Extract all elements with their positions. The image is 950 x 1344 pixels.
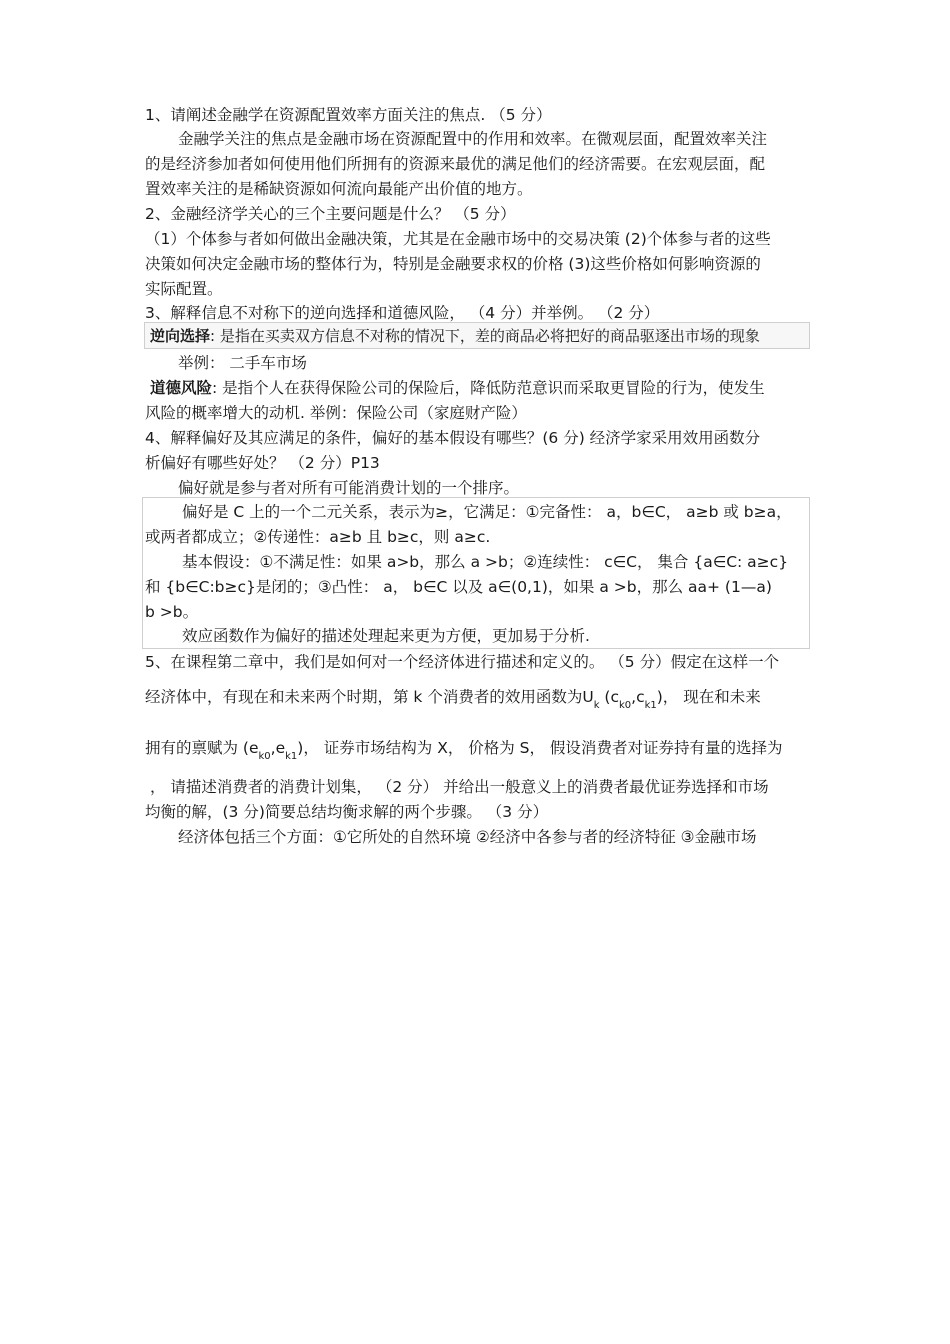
answer-2-line-1: （1）个体参与者如何做出金融决策，尤其是在金融市场中的交易决策 (2)个体参与者的这些 [145,230,771,248]
adverse-selection-line [150,325,815,347]
q5-line3-post: )， 证券市场结构为 X， 价格为 S， 假设消费者对证券持有量的选择为 [297,739,783,757]
q5-line2-post: )， 现在和未来 [656,688,761,706]
preference-line-2: 或两者都成立；②传递性：a≥b 且 b≥c，则 a≥c. [145,528,491,546]
question-5-line-2 [145,686,810,711]
q5-sub-k: k [593,700,600,711]
answer-1-line-3: 置效率关注的是稀缺资源如何流向最能产出价值的地方。 [145,180,533,198]
question-3: 3、解释信息不对称下的逆向选择和道德风险， （4 分）并举例。 （2 分） [145,304,660,322]
question-5-line-1: 5、在课程第二章中，我们是如何对一个经济体进行描述和定义的。 （5 分）假定在这样一个 [145,653,780,671]
preference-line-3: 基本假设：①不满足性：如果 a>b，那么 a >b；②连续性： c∈C， 集合 {a∈C: a≥c} [182,553,789,571]
q5-c-open: (c [599,688,619,706]
q5-sub-k1: k1 [644,700,657,711]
answer-2-line-2: 决策如何决定金融市场的整体行为，特别是金融要求权的价格 (3)这些价格如何影响资源的 [145,255,761,273]
adverse-selection-term: 逆向选择 [150,327,211,345]
preference-line-6: 效应函数作为偏好的描述处理起来更为方便，更加易于分析. [182,627,590,645]
q5-line2-text: 经济体中，有现在和未来两个时期，第 k 个消费者的效用函数为U [145,688,594,706]
preference-line-5: b >b。 [145,603,199,621]
question-2: 2、金融经济学关心的三个主要问题是什么？ （5 分） [145,205,516,223]
moral-hazard-line-2: 风险的概率增大的动机. 举例：保险公司（家庭财产险） [145,404,527,422]
answer-2-line-3: 实际配置。 [145,280,223,298]
question-4-line-1: 4、解释偏好及其应满足的条件，偏好的基本假设有哪些？(6 分) 经济学家采用效用函数分 [145,429,761,447]
q5-sub-e-k0: k0 [258,751,271,762]
answer-4-intro: 偏好就是参与者对所有可能消费计划的一个排序。 [178,479,520,497]
q5-sub-k0: k0 [618,700,632,711]
q5-line3-text: 拥有的禀赋为 (e [145,739,259,757]
example-used-car: 举例： 二手车市场 [178,354,307,372]
moral-hazard-def: : 是指个人在获得保险公司的保险后，降低防范意识而采取更冒险的行为，使发生 [212,379,765,397]
answer-1-line-2: 的是经济参加者如何使用他们所拥有的资源来最优的满足他们的经济需要。在宏观层面，配 [145,155,766,173]
q5-c-comma: ,c [631,688,645,706]
question-4-line-2: 析偏好有哪些好处？ （2 分）P13 [145,454,380,472]
preference-line-1: 偏好是 C 上的一个二元关系，表示为≥，它满足：①完备性： a，b∈C， a≥b 或 b≥a， [182,503,792,521]
moral-hazard-line [150,377,815,399]
answer-5-line-1: 经济体包括三个方面：①它所处的自然环境 ②经济中各参与者的经济特征 ③金融市场 [178,828,757,846]
q5-e-comma: ,e [270,739,286,757]
preference-line-4: 和 {b∈C:b≥c}是闭的；③凸性： a， b∈C 以及 a∈(0,1)，如果 a >b，那么 aa+ (1—a) [145,578,772,596]
adverse-selection-def: : 是指在买卖双方信息不对称的情况下，差的商品必将把好的商品驱逐出市场的现象 [210,327,760,345]
question-5-line-3 [145,737,810,762]
q5-sub-e-k1: k1 [285,751,298,762]
moral-hazard-term: 道德风险 [150,379,213,397]
answer-1-line-1: 金融学关注的焦点是金融市场在资源配置中的作用和效率。在微观层面，配置效率关注 [178,130,768,148]
question-5-line-5: 均衡的解，(3 分)简要总结均衡求解的两个步骤。 （3 分） [145,803,549,821]
question-5-line-4: ， 请描述消费者的消费计划集， （2 分） 并给出一般意义上的消费者最优证券选择和市场 [150,778,769,796]
question-1: 1、请阐述金融学在资源配置效率方面关注的焦点. （5 分） [145,106,552,124]
